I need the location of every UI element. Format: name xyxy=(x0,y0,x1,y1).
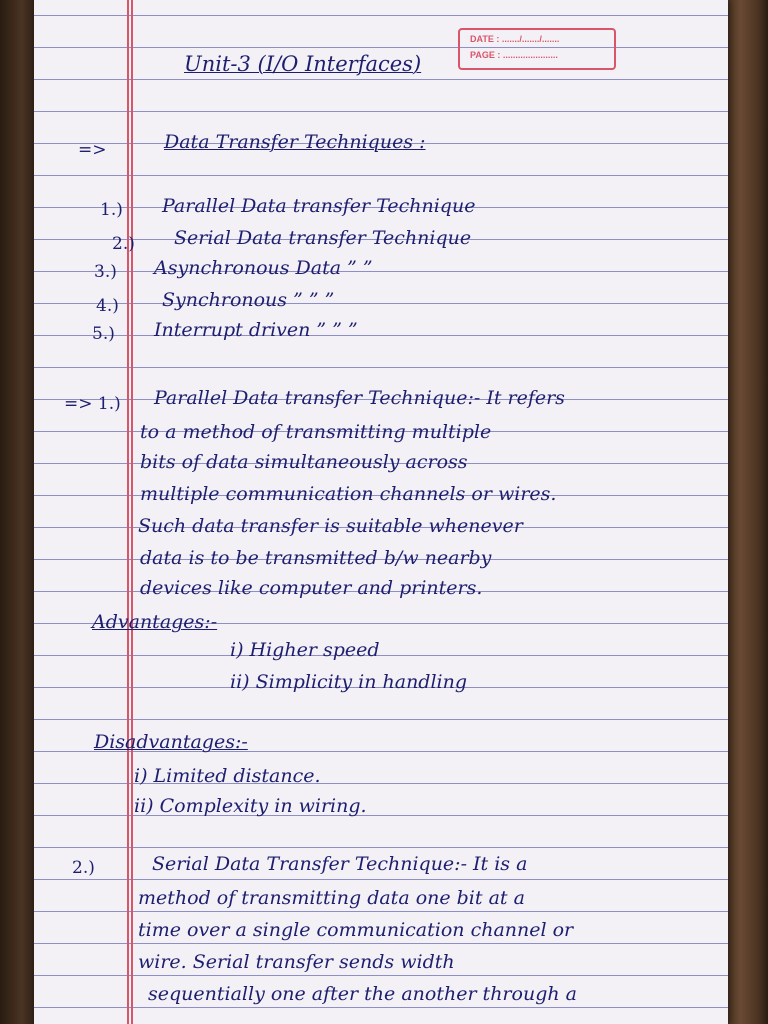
list-item: Interrupt driven ” ” ” xyxy=(154,319,358,341)
heading-arrow: => xyxy=(78,140,107,160)
paragraph-line: Parallel Data transfer Technique:- It refers xyxy=(154,387,565,409)
desk-right xyxy=(722,0,768,1024)
date-label: DATE : ......./......./....... xyxy=(470,34,560,44)
date-page-stamp xyxy=(458,28,616,70)
list-number: 1.) xyxy=(100,200,123,220)
paragraph-line: to a method of transmitting multiple xyxy=(140,421,492,443)
paragraph-line: wire. Serial transfer sends width xyxy=(138,951,455,973)
paragraph-line: method of transmitting data one bit at a xyxy=(138,887,525,909)
paragraph-line: data is to be transmitted b/w nearby xyxy=(140,547,492,569)
disadvantage-item: i) Limited distance. xyxy=(134,765,321,787)
disadvantages-heading: Disadvantages:- xyxy=(94,731,248,753)
desk-left xyxy=(0,0,36,1024)
paragraph-line: Such data transfer is suitable whenever xyxy=(138,515,523,537)
paragraph-line: devices like computer and printers. xyxy=(140,577,483,599)
list-number: 5.) xyxy=(92,324,115,344)
list-number: 2.) xyxy=(112,234,135,254)
paragraph-line: Serial Data Transfer Technique:- It is a xyxy=(152,853,528,875)
paragraph-line: time over a single communication channel or xyxy=(138,919,574,941)
list-item: Synchronous ” ” ” xyxy=(162,289,335,311)
list-number: 3.) xyxy=(94,262,117,282)
list-item: Parallel Data transfer Technique xyxy=(162,195,476,217)
advantage-item: i) Higher speed xyxy=(230,639,380,661)
paragraph-line: multiple communication channels or wires. xyxy=(140,483,557,505)
margin-line xyxy=(127,0,129,1024)
section-heading: Data Transfer Techniques : xyxy=(164,131,426,153)
list-item: Serial Data transfer Technique xyxy=(174,227,472,249)
section-number: 2.) xyxy=(72,858,95,878)
notebook-page xyxy=(34,0,728,1024)
list-number: 4.) xyxy=(96,296,119,316)
advantage-item: ii) Simplicity in handling xyxy=(230,671,468,693)
disadvantage-item: ii) Complexity in wiring. xyxy=(134,795,367,817)
margin-line xyxy=(131,0,133,1024)
advantages-heading: Advantages:- xyxy=(92,611,218,633)
page-title: Unit-3 (I/O Interfaces) xyxy=(184,52,422,76)
paragraph-line: sequentially one after the another through a xyxy=(148,983,577,1005)
section-number: => 1.) xyxy=(64,394,121,414)
paragraph-line: bits of data simultaneously across xyxy=(140,451,468,473)
list-item: Asynchronous Data ” ” xyxy=(154,257,373,279)
page-label: PAGE : ...................... xyxy=(470,50,558,60)
